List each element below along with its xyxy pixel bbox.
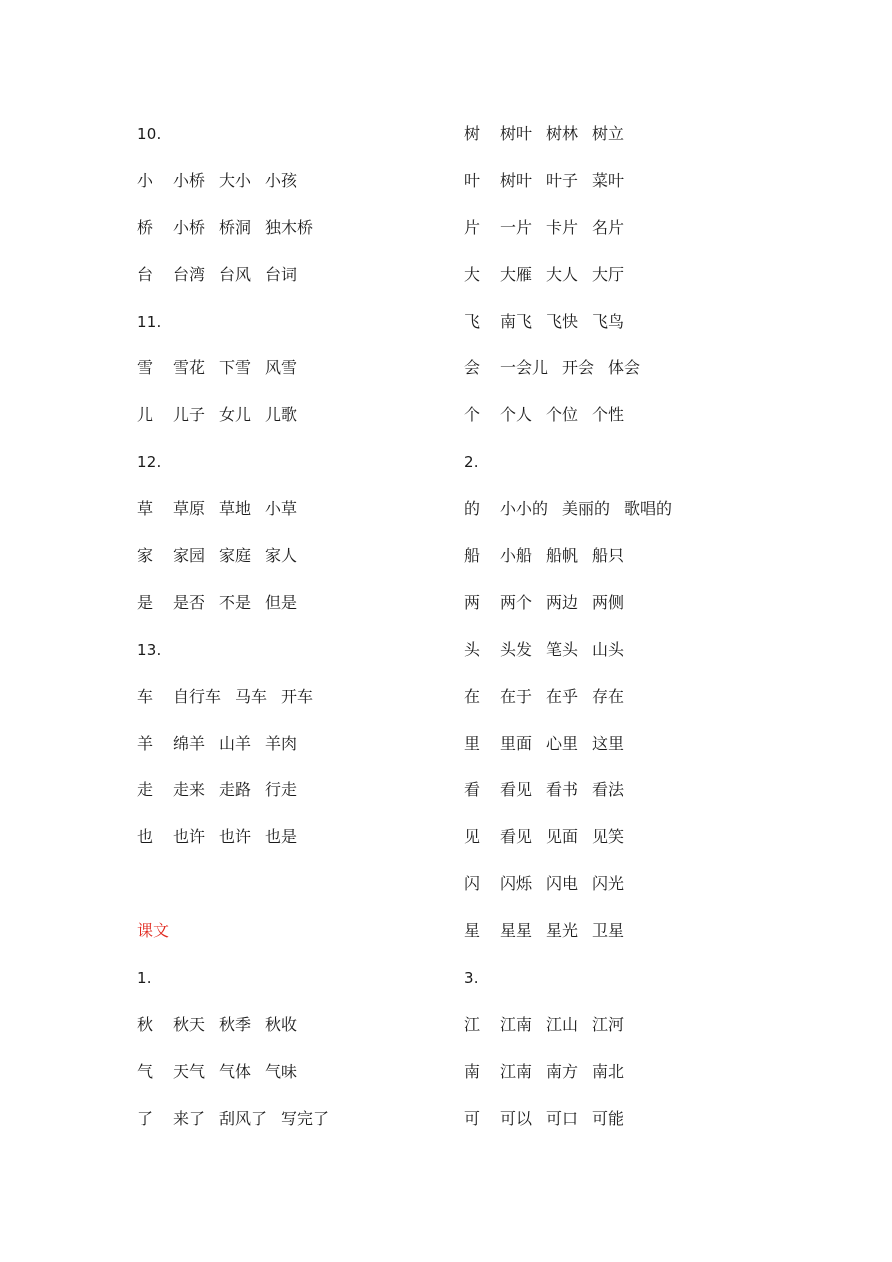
vocab-word: 气味 xyxy=(265,1061,298,1081)
vocab-word: 看书 xyxy=(546,780,579,800)
vocab-word: 闪电 xyxy=(546,874,579,894)
vocab-entry xyxy=(464,259,804,306)
lesson-number-heading: 10. xyxy=(137,125,162,143)
vocab-word: 绵羊 xyxy=(173,733,206,753)
vocab-entry xyxy=(464,821,804,868)
vocab-word: 开会 xyxy=(562,358,595,378)
vocab-word: 菜叶 xyxy=(592,170,625,190)
vocab-word: 闪光 xyxy=(592,874,625,894)
vocab-word: 心里 xyxy=(546,733,579,753)
vocab-word: 南飞 xyxy=(500,311,533,331)
section-title: 课文 xyxy=(137,921,170,941)
vocab-word: 江河 xyxy=(592,1014,625,1034)
vocab-entry xyxy=(137,352,477,399)
vocab-word: 是否 xyxy=(173,592,206,612)
vocab-entry xyxy=(464,399,804,446)
vocab-entry xyxy=(464,728,804,775)
vocab-word: 船只 xyxy=(592,546,625,566)
vocab-character: 见 xyxy=(464,827,481,847)
vocab-word: 树立 xyxy=(592,124,625,143)
vocab-word: 船帆 xyxy=(546,546,579,566)
vocab-word: 秋季 xyxy=(219,1014,252,1034)
blank-line xyxy=(137,868,477,915)
vocab-word: 飞鸟 xyxy=(592,311,625,331)
vocab-character: 小 xyxy=(137,170,154,190)
vocab-word: 个人 xyxy=(500,405,533,425)
lesson-number-heading: 3. xyxy=(464,969,479,988)
vocab-character: 头 xyxy=(464,639,481,659)
vocab-word: 树林 xyxy=(546,124,579,143)
vocab-word: 草地 xyxy=(219,499,252,519)
vocab-word: 小桥 xyxy=(173,217,206,237)
vocab-word: 小船 xyxy=(500,546,533,566)
vocab-character: 桥 xyxy=(137,217,154,237)
vocab-entry xyxy=(464,540,804,587)
vocab-word: 秋天 xyxy=(173,1014,206,1034)
vocab-entry xyxy=(137,1009,477,1056)
vocab-entry xyxy=(137,1103,477,1150)
vocab-entry xyxy=(464,165,804,212)
vocab-word: 天气 xyxy=(173,1061,206,1081)
vocab-word: 一片 xyxy=(500,217,533,237)
vocab-character: 走 xyxy=(137,780,154,800)
vocab-character: 里 xyxy=(464,733,481,753)
vocab-word: 但是 xyxy=(265,592,298,612)
vocab-character: 羊 xyxy=(137,733,154,753)
vocab-character: 个 xyxy=(464,405,481,425)
vocab-word: 两侧 xyxy=(592,592,625,612)
vocab-entry xyxy=(464,915,804,962)
vocab-word: 台风 xyxy=(219,264,252,284)
vocab-word: 山羊 xyxy=(219,733,252,753)
vocab-word: 树叶 xyxy=(500,124,533,143)
vocab-character: 雪 xyxy=(137,358,154,378)
vocab-entry xyxy=(137,774,477,821)
vocab-word: 江南 xyxy=(500,1014,533,1034)
vocab-word: 在于 xyxy=(500,686,533,706)
vocab-word: 见笑 xyxy=(592,827,625,847)
vocab-word: 家庭 xyxy=(219,546,252,566)
vocab-word: 家园 xyxy=(173,546,206,566)
vocab-word: 江山 xyxy=(546,1014,579,1034)
vocab-word: 体会 xyxy=(608,358,641,378)
vocab-entry xyxy=(464,1103,804,1150)
vocab-word: 可口 xyxy=(546,1108,579,1128)
vocab-entry xyxy=(464,212,804,259)
vocab-character: 叶 xyxy=(464,170,481,190)
vocab-character: 气 xyxy=(137,1061,154,1081)
vocab-word: 不是 xyxy=(219,592,252,612)
vocab-entry xyxy=(137,1056,477,1103)
vocab-character: 草 xyxy=(137,499,154,519)
vocab-word: 家人 xyxy=(265,546,298,566)
vocab-entry xyxy=(464,306,804,353)
vocab-character: 片 xyxy=(464,217,481,237)
vocab-entry xyxy=(137,212,477,259)
lesson-number-heading: 2. xyxy=(464,453,479,472)
vocab-word: 写完了 xyxy=(281,1108,330,1128)
vocab-entry xyxy=(464,587,804,634)
vocab-character: 了 xyxy=(137,1108,154,1128)
vocab-entry xyxy=(137,399,477,446)
vocab-word: 山头 xyxy=(592,639,625,659)
vocab-word: 小孩 xyxy=(265,170,298,190)
vocab-word: 台词 xyxy=(265,264,298,284)
vocab-entry xyxy=(137,728,477,775)
vocab-word: 闪烁 xyxy=(500,874,533,894)
vocab-character: 会 xyxy=(464,358,481,378)
vocab-word: 叶子 xyxy=(546,170,579,190)
vocab-entry xyxy=(137,165,477,212)
vocab-word: 江南 xyxy=(500,1061,533,1081)
vocab-character: 飞 xyxy=(464,311,481,331)
vocab-entry xyxy=(137,259,477,306)
vocab-character: 台 xyxy=(137,264,154,284)
vocab-word: 美丽的 xyxy=(562,499,611,519)
vocab-character: 家 xyxy=(137,546,154,566)
vocab-entry xyxy=(137,493,477,540)
vocab-word: 卫星 xyxy=(592,921,625,941)
vocab-entry xyxy=(464,634,804,681)
vocab-character: 南 xyxy=(464,1061,481,1081)
vocab-word: 两个 xyxy=(500,592,533,612)
vocab-word: 飞快 xyxy=(546,311,579,331)
vocab-word: 小桥 xyxy=(173,170,206,190)
vocab-word: 秋收 xyxy=(265,1014,298,1034)
vocab-word: 小小的 xyxy=(500,499,549,519)
lesson-number-heading: 11. xyxy=(137,312,162,331)
vocab-character: 两 xyxy=(464,592,481,612)
vocab-character: 可 xyxy=(464,1108,481,1128)
vocab-character: 是 xyxy=(137,592,154,612)
vocab-word: 草原 xyxy=(173,499,206,519)
lesson-number-heading: 1. xyxy=(137,969,152,988)
vocab-word: 可能 xyxy=(592,1108,625,1128)
vocab-character: 树 xyxy=(464,124,481,143)
vocab-word: 里面 xyxy=(500,733,533,753)
vocab-character: 儿 xyxy=(137,405,154,425)
vocab-word: 南方 xyxy=(546,1061,579,1081)
vocab-word: 台湾 xyxy=(173,264,206,284)
vocab-character: 车 xyxy=(137,686,154,706)
vocab-character: 的 xyxy=(464,499,481,519)
vocab-entry xyxy=(464,868,804,915)
vocab-word: 大小 xyxy=(219,170,252,190)
vocab-entry xyxy=(464,774,804,821)
vocab-word: 也许 xyxy=(173,827,206,847)
vocab-word: 大人 xyxy=(546,264,579,284)
vocab-word: 在乎 xyxy=(546,686,579,706)
vocab-entry xyxy=(137,540,477,587)
vocab-word: 儿歌 xyxy=(265,405,298,425)
vocab-word: 独木桥 xyxy=(265,217,314,237)
vocab-word: 两边 xyxy=(546,592,579,612)
vocab-character: 看 xyxy=(464,780,481,800)
vocab-word: 下雪 xyxy=(219,358,252,378)
vocab-word: 个位 xyxy=(546,405,579,425)
vocab-word: 行走 xyxy=(265,780,298,800)
vocab-word: 开车 xyxy=(281,686,314,706)
vocab-character: 也 xyxy=(137,827,154,847)
vocab-word: 女儿 xyxy=(219,405,252,425)
vocab-entry xyxy=(464,1056,804,1103)
vocab-word: 大雁 xyxy=(500,264,533,284)
vocab-word: 走路 xyxy=(219,780,252,800)
vocab-word: 个性 xyxy=(592,405,625,425)
vocab-entry xyxy=(464,493,804,540)
vocab-word: 也许 xyxy=(219,827,252,847)
lesson-number-heading: 12. xyxy=(137,453,162,472)
vocab-word: 卡片 xyxy=(546,217,579,237)
vocab-character: 大 xyxy=(464,264,481,284)
vocab-word: 南北 xyxy=(592,1061,625,1081)
vocab-word: 自行车 xyxy=(173,686,222,706)
vocab-word: 大厅 xyxy=(592,264,625,284)
vocab-word: 儿子 xyxy=(173,405,206,425)
lesson-number-heading: 13. xyxy=(137,640,162,659)
vocab-word: 来了 xyxy=(173,1108,206,1128)
vocab-entry xyxy=(464,352,804,399)
vocab-entry xyxy=(137,821,477,868)
vocab-word: 头发 xyxy=(500,639,533,659)
vocab-word: 笔头 xyxy=(546,639,579,659)
right-column xyxy=(464,118,804,1150)
vocab-entry xyxy=(137,681,477,728)
vocab-character: 江 xyxy=(464,1014,481,1034)
vocab-entry xyxy=(464,118,804,165)
vocab-word: 看见 xyxy=(500,827,533,847)
vocab-word: 星光 xyxy=(546,921,579,941)
vocab-word: 可以 xyxy=(500,1108,533,1128)
vocab-word: 气体 xyxy=(219,1061,252,1081)
vocab-word: 看见 xyxy=(500,780,533,800)
vocab-word: 马车 xyxy=(235,686,268,706)
vocab-entry xyxy=(464,1009,804,1056)
vocab-word: 雪花 xyxy=(173,358,206,378)
vocab-character: 船 xyxy=(464,546,481,566)
vocab-entry xyxy=(137,587,477,634)
vocab-word: 桥洞 xyxy=(219,217,252,237)
vocab-character: 在 xyxy=(464,686,481,706)
vocab-character: 星 xyxy=(464,921,481,941)
vocab-word: 见面 xyxy=(546,827,579,847)
vocab-word: 羊肉 xyxy=(265,733,298,753)
vocab-word: 树叶 xyxy=(500,170,533,190)
vocab-word: 刮风了 xyxy=(219,1108,268,1128)
vocab-word: 存在 xyxy=(592,686,625,706)
vocab-word: 歌唱的 xyxy=(624,499,673,519)
vocab-word: 走来 xyxy=(173,780,206,800)
left-column xyxy=(137,118,477,1150)
vocab-character: 闪 xyxy=(464,874,481,894)
vocab-word: 星星 xyxy=(500,921,533,941)
vocab-word: 也是 xyxy=(265,827,298,847)
vocab-word: 这里 xyxy=(592,733,625,753)
vocab-word: 小草 xyxy=(265,499,298,519)
vocab-word: 一会儿 xyxy=(500,358,549,378)
vocab-word: 看法 xyxy=(592,780,625,800)
vocab-character: 秋 xyxy=(137,1014,154,1034)
vocab-word: 风雪 xyxy=(265,358,298,378)
vocab-entry xyxy=(464,681,804,728)
vocab-word: 名片 xyxy=(592,217,625,237)
